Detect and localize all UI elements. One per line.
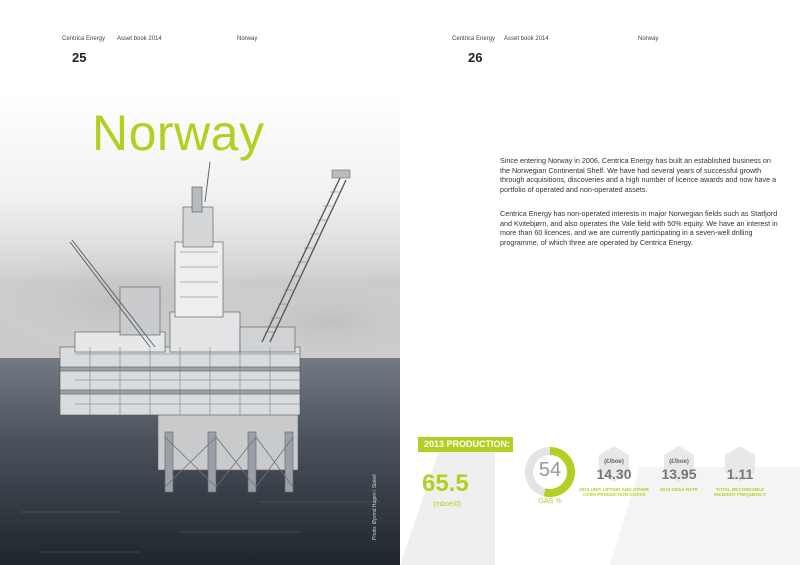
page-title: Norway [92,105,265,161]
dda-rate-label: 2013 DD&A RATE [659,487,699,492]
page-number: 26 [468,50,483,65]
header-section: Norway [638,36,659,42]
lifting-cost-value: 14.30 [596,466,632,482]
header-section: Norway [237,36,258,42]
page-number: 25 [72,50,87,65]
intro-paragraph: Since entering Norway in 2006, Centrica Energy has built an established business on the Norwegian Continental Shelf. We have had several years of successful growth through acquisitions, discoveries and a high number of licence awards and now have a portfolio of operated and non-operated assets. [500,156,777,194]
production-label: 2013 PRODUCTION: [418,437,513,452]
header-book: Asset book 2014 [117,36,162,42]
production-value: 65.5 [422,470,469,497]
dda-rate-value: 13.95 [661,466,697,482]
incident-frequency-value: 1.11 [726,466,754,482]
gas-percent-label: GAS % [538,498,562,505]
header-company: Centrica Energy [452,36,496,42]
lifting-cost-unit: (£/boe) [604,459,624,465]
dda-rate-unit: (£/boe) [669,459,689,465]
interests-paragraph: Centrica Energy has non-operated interests in major Norwegian fields such as Statfjord and Kvitebjørn, and also operates the Vale field with 50% equity. We have an interest in more than 60 licences, and we are currently participating in a seven-well drilling programme, of which three are operated by Centrica Energy. [500,209,778,247]
header-company: Centrica Energy [62,36,106,42]
oil-platform-photo [0,92,400,565]
lifting-cost-label: 2013 UNIT LIFTING AND OTHER CASH PRODUCTION COSTS [579,487,649,498]
photo-credit: Photo: Øyvind Hagen / Statoil [372,474,378,540]
incident-frequency-label: TOTAL RECORDABLE INCIDENT FREQUENCY [714,487,766,498]
production-unit: (mboe/d) [433,501,462,508]
header-book: Asset book 2014 [504,36,549,42]
gas-percent-value: 54 [538,459,562,481]
